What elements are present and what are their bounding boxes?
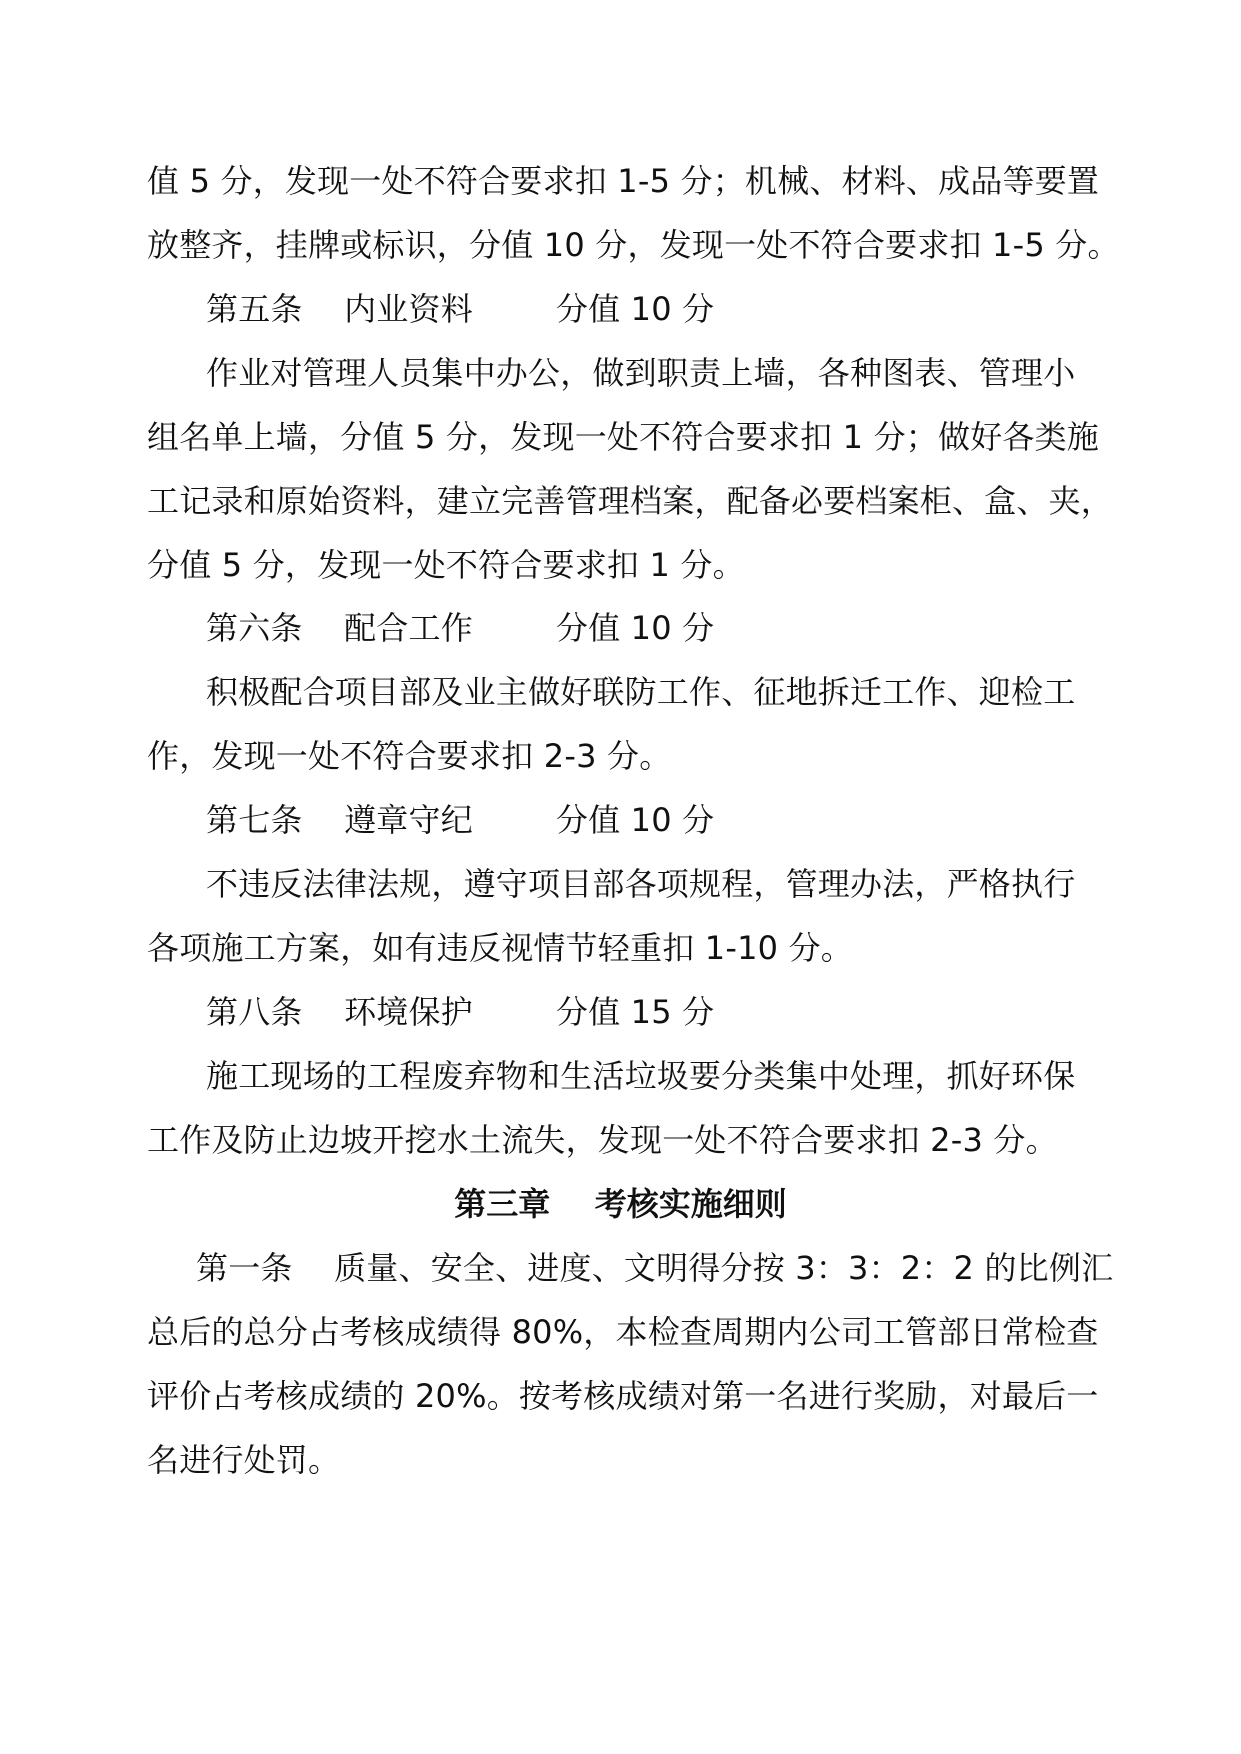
paragraph-line: 组名单上墙，分值 5 分，发现一处不符合要求扣 1 分；做好各类施 xyxy=(147,418,1100,456)
paragraph-line: 分值 5 分，发现一处不符合要求扣 1 分。 xyxy=(147,546,745,584)
paragraph-line: 不违反法律法规，遵守项目部各项规程，管理办法，严格执行 xyxy=(206,865,1076,903)
article-heading-7: 第七条 遵章守纪 分值 10 分 xyxy=(206,801,715,839)
paragraph-line: 作，发现一处不符合要求扣 2-3 分。 xyxy=(147,737,672,775)
paragraph-line: 工作及防止边坡开挖水土流失，发现一处不符合要求扣 2-3 分。 xyxy=(147,1121,1058,1159)
paragraph-line: 值 5 分，发现一处不符合要求扣 1-5 分；机械、材料、成品等要置 xyxy=(147,162,1100,200)
paragraph-line: 评价占考核成绩的 20%。按考核成绩对第一名进行奖励，对最后一 xyxy=(147,1377,1099,1415)
paragraph-line: 工记录和原始资料，建立完善管理档案，配备必要档案柜、盒、夹， xyxy=(147,482,1114,520)
paragraph-line: 各项施工方案，如有违反视情节轻重扣 1-10 分。 xyxy=(147,929,853,967)
article-line: 第一条 质量、安全、进度、文明得分按 3：3：2：2 的比例汇 xyxy=(196,1249,1114,1287)
paragraph-line: 名进行处罚。 xyxy=(147,1441,341,1479)
paragraph-line: 作业对管理人员集中办公，做到职责上墙，各种图表、管理小 xyxy=(206,354,1076,392)
article-heading-8: 第八条 环境保护 分值 15 分 xyxy=(206,993,715,1031)
paragraph-line: 放整齐，挂牌或标识，分值 10 分，发现一处不符合要求扣 1-5 分。 xyxy=(147,226,1120,264)
chapter-heading: 第三章 考核实施细则 xyxy=(454,1185,787,1223)
article-heading-6: 第六条 配合工作 分值 10 分 xyxy=(206,609,715,647)
paragraph-line: 施工现场的工程废弃物和生活垃圾要分类集中处理，抓好环保 xyxy=(206,1057,1076,1095)
paragraph-line: 积极配合项目部及业主做好联防工作、征地拆迁工作、迎检工 xyxy=(206,673,1076,711)
paragraph-line: 总后的总分占考核成绩得 80%，本检查周期内公司工管部日常检查 xyxy=(147,1313,1099,1351)
article-heading-5: 第五条 内业资料 分值 10 分 xyxy=(206,290,715,328)
